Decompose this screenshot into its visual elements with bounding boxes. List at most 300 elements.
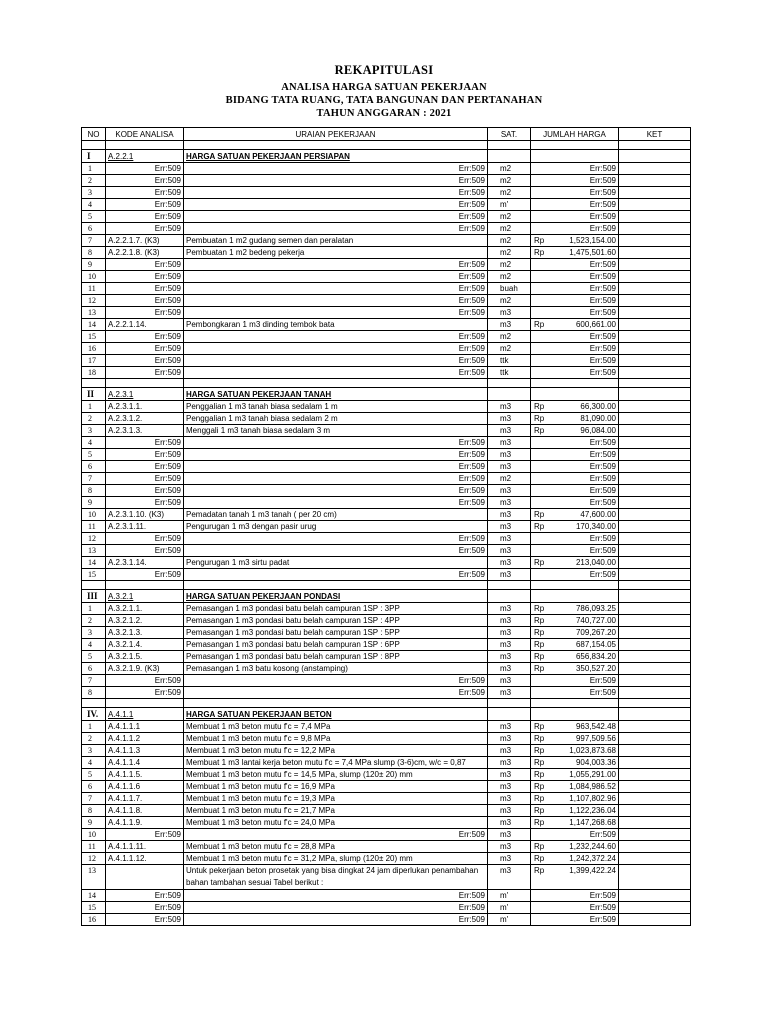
currency-label: Rp bbox=[534, 770, 545, 779]
table-row bbox=[82, 425, 691, 437]
table-row bbox=[82, 485, 691, 497]
row-jumlah bbox=[531, 223, 619, 235]
row-number: 12 bbox=[82, 853, 106, 865]
row-satuan: m3 bbox=[488, 319, 531, 331]
row-ket bbox=[619, 449, 691, 461]
uraian-error-text: Err:509 bbox=[458, 534, 485, 543]
row-kode: Err:509 bbox=[106, 259, 184, 271]
row-number: 6 bbox=[82, 223, 106, 235]
row-satuan: m3 bbox=[488, 449, 531, 461]
jumlah-value: 1,523,154.00 bbox=[569, 236, 616, 245]
table-row bbox=[82, 687, 691, 699]
row-jumlah bbox=[531, 187, 619, 199]
row-jumlah bbox=[531, 769, 619, 781]
row-uraian bbox=[184, 781, 488, 793]
row-uraian bbox=[184, 461, 488, 473]
row-ket bbox=[619, 890, 691, 902]
row-number: 4 bbox=[82, 437, 106, 449]
row-satuan: m3 bbox=[488, 533, 531, 545]
spacer-cell bbox=[106, 141, 184, 150]
row-ket bbox=[619, 865, 691, 890]
row-kode: A.4.1.1.8. bbox=[106, 805, 184, 817]
currency-label: Rp bbox=[534, 652, 545, 661]
uraian-error-text: Err:509 bbox=[458, 176, 485, 185]
spacer-cell bbox=[531, 141, 619, 150]
uraian-text: Membuat 1 m3 beton mutu f'c = 9,8 MPa bbox=[186, 734, 331, 743]
jumlah-value: 600,661.00 bbox=[575, 320, 616, 329]
row-number: 16 bbox=[82, 914, 106, 926]
row-kode: A.2.2.1.14. bbox=[106, 319, 184, 331]
row-uraian bbox=[184, 533, 488, 545]
document-header bbox=[0, 63, 768, 120]
row-ket bbox=[619, 829, 691, 841]
row-kode: Err:509 bbox=[106, 271, 184, 283]
uraian-error-text: Err:509 bbox=[458, 676, 485, 685]
row-satuan: m3 bbox=[488, 627, 531, 639]
table-row bbox=[82, 781, 691, 793]
row-uraian bbox=[184, 509, 488, 521]
section-header-row bbox=[82, 150, 691, 163]
uraian-text: Membuat 1 m3 beton mutu f'c = 16,9 MPa bbox=[186, 782, 335, 791]
table-row bbox=[82, 259, 691, 271]
row-ket bbox=[619, 914, 691, 926]
row-uraian bbox=[184, 557, 488, 569]
row-number: 1 bbox=[82, 603, 106, 615]
currency-label: Rp bbox=[534, 426, 545, 435]
row-kode: Err:509 bbox=[106, 355, 184, 367]
jumlah-value: Err:509 bbox=[589, 474, 616, 483]
currency-label: Rp bbox=[534, 734, 545, 743]
row-uraian bbox=[184, 902, 488, 914]
row-kode: A.2.3.1.1. bbox=[106, 401, 184, 413]
row-uraian bbox=[184, 163, 488, 175]
row-uraian bbox=[184, 319, 488, 331]
row-uraian bbox=[184, 721, 488, 733]
table-row bbox=[82, 449, 691, 461]
row-kode: A.2.3.1.10. (K3) bbox=[106, 509, 184, 521]
row-kode: Err:509 bbox=[106, 449, 184, 461]
row-kode: A.4.1.1.6 bbox=[106, 781, 184, 793]
row-number: 15 bbox=[82, 902, 106, 914]
section-code: A.4.1.1 bbox=[106, 708, 184, 721]
table-row bbox=[82, 401, 691, 413]
jumlah-value: 213,040.00 bbox=[575, 558, 616, 567]
row-jumlah bbox=[531, 175, 619, 187]
jumlah-value: Err:509 bbox=[589, 368, 616, 377]
row-kode: A.3.2.1.3. bbox=[106, 627, 184, 639]
uraian-text: Pembuatan 1 m2 gudang semen dan peralatan bbox=[186, 236, 354, 245]
jumlah-value: 1,084,986.52 bbox=[569, 782, 616, 791]
spacer-cell bbox=[488, 699, 531, 708]
row-satuan: m3 bbox=[488, 745, 531, 757]
row-jumlah bbox=[531, 745, 619, 757]
row-ket bbox=[619, 721, 691, 733]
row-number: 16 bbox=[82, 343, 106, 355]
row-kode: A.2.2.1.7. (K3) bbox=[106, 235, 184, 247]
row-kode: A.4.1.1.1 bbox=[106, 721, 184, 733]
row-ket bbox=[619, 497, 691, 509]
uraian-text: Membuat 1 m3 beton mutu f'c = 31,2 MPa, slump (120± 20) mm bbox=[186, 854, 413, 863]
section-number: I bbox=[82, 150, 106, 163]
row-ket bbox=[619, 805, 691, 817]
row-ket bbox=[619, 425, 691, 437]
col-kode-header: KODE ANALISA bbox=[106, 128, 184, 141]
row-uraian bbox=[184, 199, 488, 211]
row-number: 8 bbox=[82, 805, 106, 817]
row-satuan: m3 bbox=[488, 781, 531, 793]
uraian-error-text: Err:509 bbox=[458, 260, 485, 269]
row-number: 6 bbox=[82, 663, 106, 675]
row-ket bbox=[619, 675, 691, 687]
currency-label: Rp bbox=[534, 806, 545, 815]
row-uraian bbox=[184, 914, 488, 926]
row-kode: Err:509 bbox=[106, 187, 184, 199]
jumlah-value: Err:509 bbox=[589, 296, 616, 305]
section-ket-cell bbox=[619, 150, 691, 163]
row-ket bbox=[619, 757, 691, 769]
jumlah-value: Err:509 bbox=[589, 176, 616, 185]
row-number: 9 bbox=[82, 259, 106, 271]
row-number: 15 bbox=[82, 569, 106, 581]
row-uraian bbox=[184, 757, 488, 769]
row-satuan: m3 bbox=[488, 805, 531, 817]
row-number: 7 bbox=[82, 793, 106, 805]
currency-label: Rp bbox=[534, 782, 545, 791]
uraian-text: Pembuatan 1 m2 bedeng pekerja bbox=[186, 248, 305, 257]
table-row bbox=[82, 473, 691, 485]
row-jumlah bbox=[531, 639, 619, 651]
row-number: 9 bbox=[82, 817, 106, 829]
table-row bbox=[82, 733, 691, 745]
section-jumlah-cell bbox=[531, 150, 619, 163]
row-kode: Err:509 bbox=[106, 914, 184, 926]
row-ket bbox=[619, 235, 691, 247]
row-kode: A.2.2.1.8. (K3) bbox=[106, 247, 184, 259]
row-satuan: m2 bbox=[488, 235, 531, 247]
row-satuan: m3 bbox=[488, 603, 531, 615]
row-jumlah bbox=[531, 355, 619, 367]
row-satuan: m3 bbox=[488, 639, 531, 651]
row-kode: A.4.1.1.5. bbox=[106, 769, 184, 781]
row-jumlah bbox=[531, 687, 619, 699]
row-kode: Err:509 bbox=[106, 307, 184, 319]
jumlah-value: Err:509 bbox=[589, 903, 616, 912]
row-ket bbox=[619, 663, 691, 675]
row-satuan: m' bbox=[488, 902, 531, 914]
spacer-cell bbox=[184, 699, 488, 708]
row-uraian bbox=[184, 295, 488, 307]
jumlah-value: 1,122,236.04 bbox=[569, 806, 616, 815]
spacer-cell bbox=[106, 581, 184, 590]
jumlah-value: 81,090.00 bbox=[580, 414, 616, 423]
row-number: 5 bbox=[82, 769, 106, 781]
table-row bbox=[82, 521, 691, 533]
uraian-text: Pemasangan 1 m3 pondasi batu belah campuran 1SP : 3PP bbox=[186, 604, 400, 613]
row-satuan: m3 bbox=[488, 615, 531, 627]
jumlah-value: Err:509 bbox=[589, 486, 616, 495]
row-number: 11 bbox=[82, 283, 106, 295]
row-uraian bbox=[184, 307, 488, 319]
row-satuan: m3 bbox=[488, 307, 531, 319]
col-uraian-header: URAIAN PEKERJAAN bbox=[184, 128, 488, 141]
row-jumlah bbox=[531, 721, 619, 733]
spacer-cell bbox=[82, 699, 106, 708]
row-ket bbox=[619, 163, 691, 175]
table-row bbox=[82, 663, 691, 675]
row-uraian bbox=[184, 569, 488, 581]
row-jumlah bbox=[531, 283, 619, 295]
doc-title: REKAPITULASI bbox=[334, 63, 434, 77]
row-ket bbox=[619, 841, 691, 853]
row-jumlah bbox=[531, 413, 619, 425]
row-number: 7 bbox=[82, 675, 106, 687]
row-kode: Err:509 bbox=[106, 163, 184, 175]
uraian-error-text: Err:509 bbox=[458, 570, 485, 579]
row-ket bbox=[619, 461, 691, 473]
currency-label: Rp bbox=[534, 794, 545, 803]
row-number: 8 bbox=[82, 247, 106, 259]
table-row bbox=[82, 829, 691, 841]
section-header-row bbox=[82, 590, 691, 603]
row-ket bbox=[619, 473, 691, 485]
section-ket-cell bbox=[619, 388, 691, 401]
doc-subtitle-3: TAHUN ANGGARAN : 2021 bbox=[316, 108, 452, 119]
uraian-error-text: Err:509 bbox=[458, 200, 485, 209]
row-jumlah bbox=[531, 603, 619, 615]
jumlah-value: Err:509 bbox=[589, 356, 616, 365]
row-ket bbox=[619, 223, 691, 235]
row-number: 6 bbox=[82, 461, 106, 473]
spacer-cell bbox=[619, 581, 691, 590]
uraian-error-text: Err:509 bbox=[458, 486, 485, 495]
currency-label: Rp bbox=[534, 248, 545, 257]
row-uraian bbox=[184, 401, 488, 413]
jumlah-value: 963,542.48 bbox=[575, 722, 616, 731]
col-ket-header: KET bbox=[619, 128, 691, 141]
row-ket bbox=[619, 639, 691, 651]
row-kode: A.2.3.1.2. bbox=[106, 413, 184, 425]
section-sat-cell bbox=[488, 150, 531, 163]
uraian-error-text: Err:509 bbox=[458, 688, 485, 697]
currency-label: Rp bbox=[534, 854, 545, 863]
row-jumlah bbox=[531, 627, 619, 639]
row-number: 15 bbox=[82, 331, 106, 343]
jumlah-value: 350,527.20 bbox=[575, 664, 616, 673]
row-kode: Err:509 bbox=[106, 461, 184, 473]
table-row bbox=[82, 271, 691, 283]
row-kode: A.2.3.1.3. bbox=[106, 425, 184, 437]
table-row bbox=[82, 331, 691, 343]
row-kode: A.3.2.1.5. bbox=[106, 651, 184, 663]
jumlah-value: Err:509 bbox=[589, 260, 616, 269]
row-number: 6 bbox=[82, 781, 106, 793]
row-satuan: m3 bbox=[488, 675, 531, 687]
row-satuan: m3 bbox=[488, 865, 531, 890]
currency-label: Rp bbox=[534, 664, 545, 673]
jumlah-value: Err:509 bbox=[589, 308, 616, 317]
row-satuan: m2 bbox=[488, 271, 531, 283]
table-row bbox=[82, 283, 691, 295]
section-title: HARGA SATUAN PEKERJAAN BETON bbox=[184, 708, 488, 721]
table-row bbox=[82, 223, 691, 235]
jumlah-value: Err:509 bbox=[589, 438, 616, 447]
row-satuan: m2 bbox=[488, 247, 531, 259]
row-uraian bbox=[184, 817, 488, 829]
spacer-cell bbox=[619, 379, 691, 388]
row-number: 13 bbox=[82, 865, 106, 890]
row-kode: A.4.1.1.2 bbox=[106, 733, 184, 745]
spacer-cell bbox=[184, 141, 488, 150]
row-satuan: m2 bbox=[488, 223, 531, 235]
row-number: 3 bbox=[82, 187, 106, 199]
row-uraian bbox=[184, 235, 488, 247]
row-number: 4 bbox=[82, 199, 106, 211]
uraian-error-text: Err:509 bbox=[458, 438, 485, 447]
row-ket bbox=[619, 533, 691, 545]
jumlah-value: 1,107,802.96 bbox=[569, 794, 616, 803]
uraian-text: Membuat 1 m3 beton mutu f'c = 12,2 MPa bbox=[186, 746, 335, 755]
row-jumlah bbox=[531, 437, 619, 449]
row-satuan: m3 bbox=[488, 817, 531, 829]
row-number: 3 bbox=[82, 745, 106, 757]
row-ket bbox=[619, 187, 691, 199]
section-number: II bbox=[82, 388, 106, 401]
spacer-cell bbox=[82, 379, 106, 388]
row-ket bbox=[619, 247, 691, 259]
row-ket bbox=[619, 521, 691, 533]
row-jumlah bbox=[531, 401, 619, 413]
currency-label: Rp bbox=[534, 628, 545, 637]
row-ket bbox=[619, 651, 691, 663]
section-title: HARGA SATUAN PEKERJAAN PERSIAPAN bbox=[184, 150, 488, 163]
row-jumlah bbox=[531, 914, 619, 926]
row-jumlah bbox=[531, 615, 619, 627]
table-row bbox=[82, 745, 691, 757]
table-row bbox=[82, 343, 691, 355]
row-number: 13 bbox=[82, 307, 106, 319]
row-uraian bbox=[184, 187, 488, 199]
row-satuan: m2 bbox=[488, 175, 531, 187]
jumlah-value: Err:509 bbox=[589, 344, 616, 353]
row-satuan: m3 bbox=[488, 413, 531, 425]
row-satuan: m3 bbox=[488, 793, 531, 805]
row-uraian bbox=[184, 437, 488, 449]
currency-label: Rp bbox=[534, 604, 545, 613]
row-number: 5 bbox=[82, 449, 106, 461]
uraian-error-text: Err:509 bbox=[458, 356, 485, 365]
row-satuan: m3 bbox=[488, 437, 531, 449]
table-row bbox=[82, 557, 691, 569]
uraian-error-text: Err:509 bbox=[458, 368, 485, 377]
row-jumlah bbox=[531, 343, 619, 355]
row-satuan: m3 bbox=[488, 841, 531, 853]
row-jumlah bbox=[531, 425, 619, 437]
row-satuan: m2 bbox=[488, 295, 531, 307]
jumlah-value: Err:509 bbox=[589, 546, 616, 555]
row-uraian bbox=[184, 449, 488, 461]
currency-label: Rp bbox=[534, 558, 545, 567]
doc-subtitle-1: ANALISA HARGA SATUAN PEKERJAAN bbox=[281, 82, 487, 93]
row-uraian bbox=[184, 485, 488, 497]
row-satuan: m2 bbox=[488, 211, 531, 223]
row-kode: Err:509 bbox=[106, 473, 184, 485]
row-number: 10 bbox=[82, 829, 106, 841]
table-row bbox=[82, 817, 691, 829]
uraian-error-text: Err:509 bbox=[458, 284, 485, 293]
row-satuan: m3 bbox=[488, 757, 531, 769]
currency-label: Rp bbox=[534, 722, 545, 731]
section-number: IV. bbox=[82, 708, 106, 721]
table-row bbox=[82, 509, 691, 521]
jumlah-value: 1,399,422.24 bbox=[569, 866, 616, 875]
uraian-error-text: Err:509 bbox=[458, 498, 485, 507]
row-kode: Err:509 bbox=[106, 902, 184, 914]
row-jumlah bbox=[531, 545, 619, 557]
uraian-error-text: Err:509 bbox=[458, 546, 485, 555]
row-satuan: m' bbox=[488, 199, 531, 211]
row-ket bbox=[619, 615, 691, 627]
row-kode: Err:509 bbox=[106, 890, 184, 902]
row-number: 2 bbox=[82, 175, 106, 187]
currency-label: Rp bbox=[534, 320, 545, 329]
row-satuan: m3 bbox=[488, 569, 531, 581]
row-kode: A.3.2.1.4. bbox=[106, 639, 184, 651]
row-ket bbox=[619, 283, 691, 295]
row-kode: Err:509 bbox=[106, 437, 184, 449]
uraian-text: Pengurugan 1 m3 dengan pasir urug bbox=[186, 522, 317, 531]
row-kode: Err:509 bbox=[106, 533, 184, 545]
row-jumlah bbox=[531, 841, 619, 853]
row-jumlah bbox=[531, 890, 619, 902]
table-row bbox=[82, 235, 691, 247]
spacer-cell bbox=[619, 141, 691, 150]
table-row bbox=[82, 841, 691, 853]
table-row bbox=[82, 769, 691, 781]
row-jumlah bbox=[531, 557, 619, 569]
jumlah-value: Err:509 bbox=[589, 188, 616, 197]
row-jumlah bbox=[531, 651, 619, 663]
row-jumlah bbox=[531, 271, 619, 283]
row-satuan: m' bbox=[488, 890, 531, 902]
currency-label: Rp bbox=[534, 236, 545, 245]
row-ket bbox=[619, 733, 691, 745]
recap-table bbox=[81, 127, 691, 926]
table-header-row bbox=[82, 128, 691, 141]
row-kode: Err:509 bbox=[106, 283, 184, 295]
row-jumlah bbox=[531, 295, 619, 307]
row-satuan: m2 bbox=[488, 187, 531, 199]
uraian-error-text: Err:509 bbox=[458, 462, 485, 471]
table-row bbox=[82, 793, 691, 805]
row-uraian bbox=[184, 271, 488, 283]
row-jumlah bbox=[531, 307, 619, 319]
row-ket bbox=[619, 437, 691, 449]
table-row bbox=[82, 890, 691, 902]
row-jumlah bbox=[531, 829, 619, 841]
jumlah-value: Err:509 bbox=[589, 272, 616, 281]
row-ket bbox=[619, 817, 691, 829]
uraian-text: Membuat 1 m3 beton mutu f'c = 14,5 MPa, slump (120± 20) mm bbox=[186, 770, 413, 779]
uraian-error-text: Err:509 bbox=[458, 891, 485, 900]
table-row bbox=[82, 247, 691, 259]
spacer-row bbox=[82, 141, 691, 150]
row-kode: A.3.2.1.9. (K3) bbox=[106, 663, 184, 675]
row-satuan: ttk bbox=[488, 367, 531, 379]
uraian-text: Pembongkaran 1 m3 dinding tembok bata bbox=[186, 320, 335, 329]
jumlah-value: Err:509 bbox=[589, 688, 616, 697]
uraian-text: Pengurugan 1 m3 sirtu padat bbox=[186, 558, 290, 567]
row-uraian bbox=[184, 259, 488, 271]
